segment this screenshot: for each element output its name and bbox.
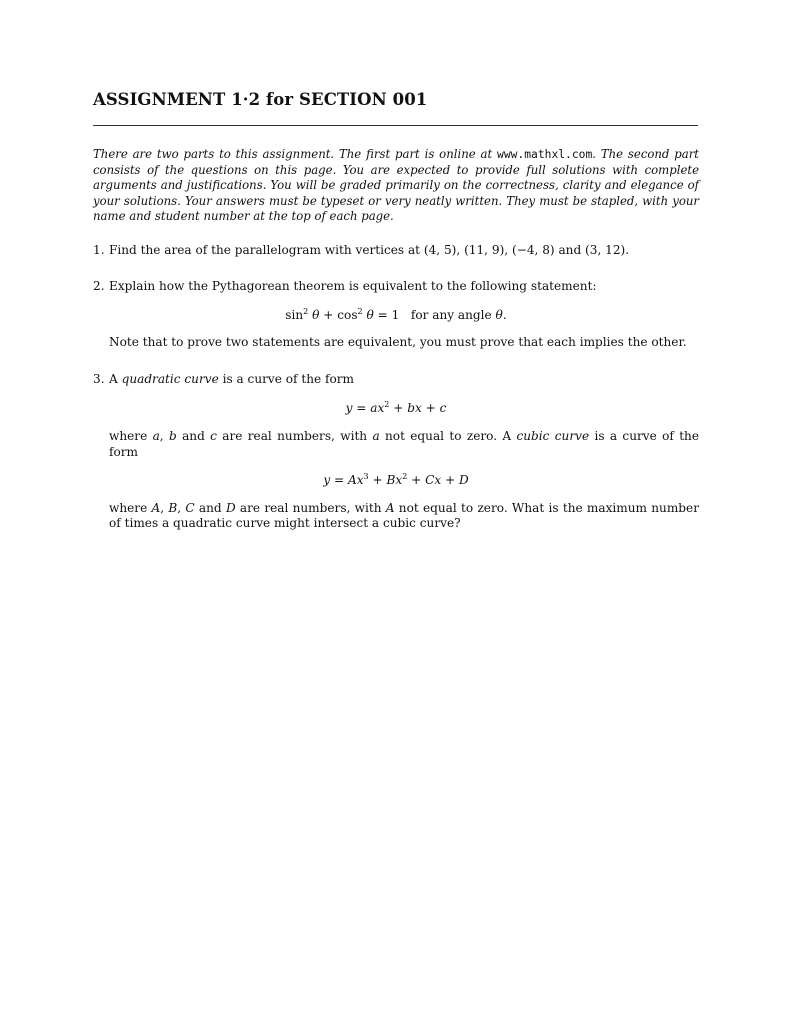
equation-suffix: for any angle: [410, 307, 492, 322]
text: ,: [177, 500, 186, 515]
variable: C: [185, 500, 195, 515]
cubic-question: [109, 501, 699, 532]
title-divider: [93, 125, 698, 126]
exponent: 3: [363, 472, 369, 481]
variable: B: [168, 500, 178, 515]
question-number: 1.: [93, 243, 105, 257]
text: not equal to zero. A: [379, 429, 517, 443]
variable: D: [225, 500, 236, 515]
quadratic-equation: [93, 401, 699, 417]
assignment-title: ASSIGNMENT 1·2 for SECTION 001: [93, 90, 428, 109]
question-1: [93, 243, 699, 259]
equation-rhs: + bx + c: [389, 400, 447, 415]
theta-symbol: θ: [495, 307, 503, 322]
text: is a curve of the form: [218, 372, 354, 386]
text: ,: [160, 500, 169, 515]
theta-symbol: θ: [366, 307, 374, 322]
variable: b: [168, 429, 177, 443]
equation-rhs: + Cx + D: [407, 473, 469, 487]
variable: a: [372, 429, 380, 443]
text: ,: [159, 429, 169, 443]
equals-one: = 1: [377, 307, 400, 322]
text: are real numbers, with: [235, 500, 386, 515]
variable: A: [151, 500, 161, 515]
question-2: [93, 279, 699, 351]
sin-function: sin: [285, 307, 304, 322]
text: A: [109, 372, 122, 386]
mathxl-url: www.mathxl.com: [497, 148, 593, 161]
question-2-note: Note that to prove two statements are equivalent, you must prove that each implies the other.: [109, 335, 687, 349]
sin-exponent: 2: [303, 306, 309, 316]
question-3: [93, 372, 699, 532]
intro-text-start: There are two parts to this assignment. The first part is online at: [93, 147, 498, 161]
text: is a curve of the form: [109, 429, 699, 459]
exponent: 2: [402, 472, 408, 481]
trig-identity-equation: [93, 308, 699, 324]
cubic-equation: [93, 473, 699, 489]
variable: A: [385, 500, 395, 515]
question-text: Find the area of the parallelogram with vertices at (4, 5), (11, 9), (−4, 8) and (3, 12).: [109, 243, 630, 257]
equation-lhs: y = Ax: [323, 473, 364, 487]
variable: a: [152, 429, 160, 443]
equation-mid: + Bx: [368, 473, 403, 487]
equation-lhs: y = ax: [345, 400, 385, 415]
intro-paragraph: [93, 147, 699, 225]
term-cubic-curve: cubic curve: [516, 429, 590, 443]
plus-operator: +: [323, 307, 334, 322]
variable: c: [210, 429, 217, 443]
theta-symbol: θ: [312, 307, 320, 322]
question-text: Explain how the Pythagorean theorem is equivalent to the following statement:: [109, 279, 597, 293]
question-number: 3.: [93, 372, 105, 386]
text: and: [176, 429, 211, 443]
period: .: [502, 307, 507, 322]
term-quadratic-curve: quadratic curve: [121, 372, 219, 386]
text: where: [109, 500, 152, 515]
text: and: [194, 500, 226, 515]
quadratic-explanation: [109, 429, 699, 460]
text: not equal to zero. What is the maximum number of times a quadratic curve might intersect a cubic curve?: [109, 500, 699, 530]
intro-text-end: . The second part consists of the questions on this page. You are expected to provide full solutions with complete arguments and justifications. You will be graded primarily on the correctness, clarity and elegance of your solutions. Your answers must be typeset or very neatly written. They must be stapled, with your name and student number at the top of each page.: [93, 147, 699, 223]
exponent: 2: [384, 399, 390, 409]
text: are real numbers, with: [216, 429, 373, 443]
cos-exponent: 2: [357, 306, 363, 316]
question-number: 2.: [93, 279, 105, 293]
question-3-intro: [109, 372, 699, 388]
text: where: [109, 429, 153, 443]
cos-function: cos: [337, 307, 358, 322]
